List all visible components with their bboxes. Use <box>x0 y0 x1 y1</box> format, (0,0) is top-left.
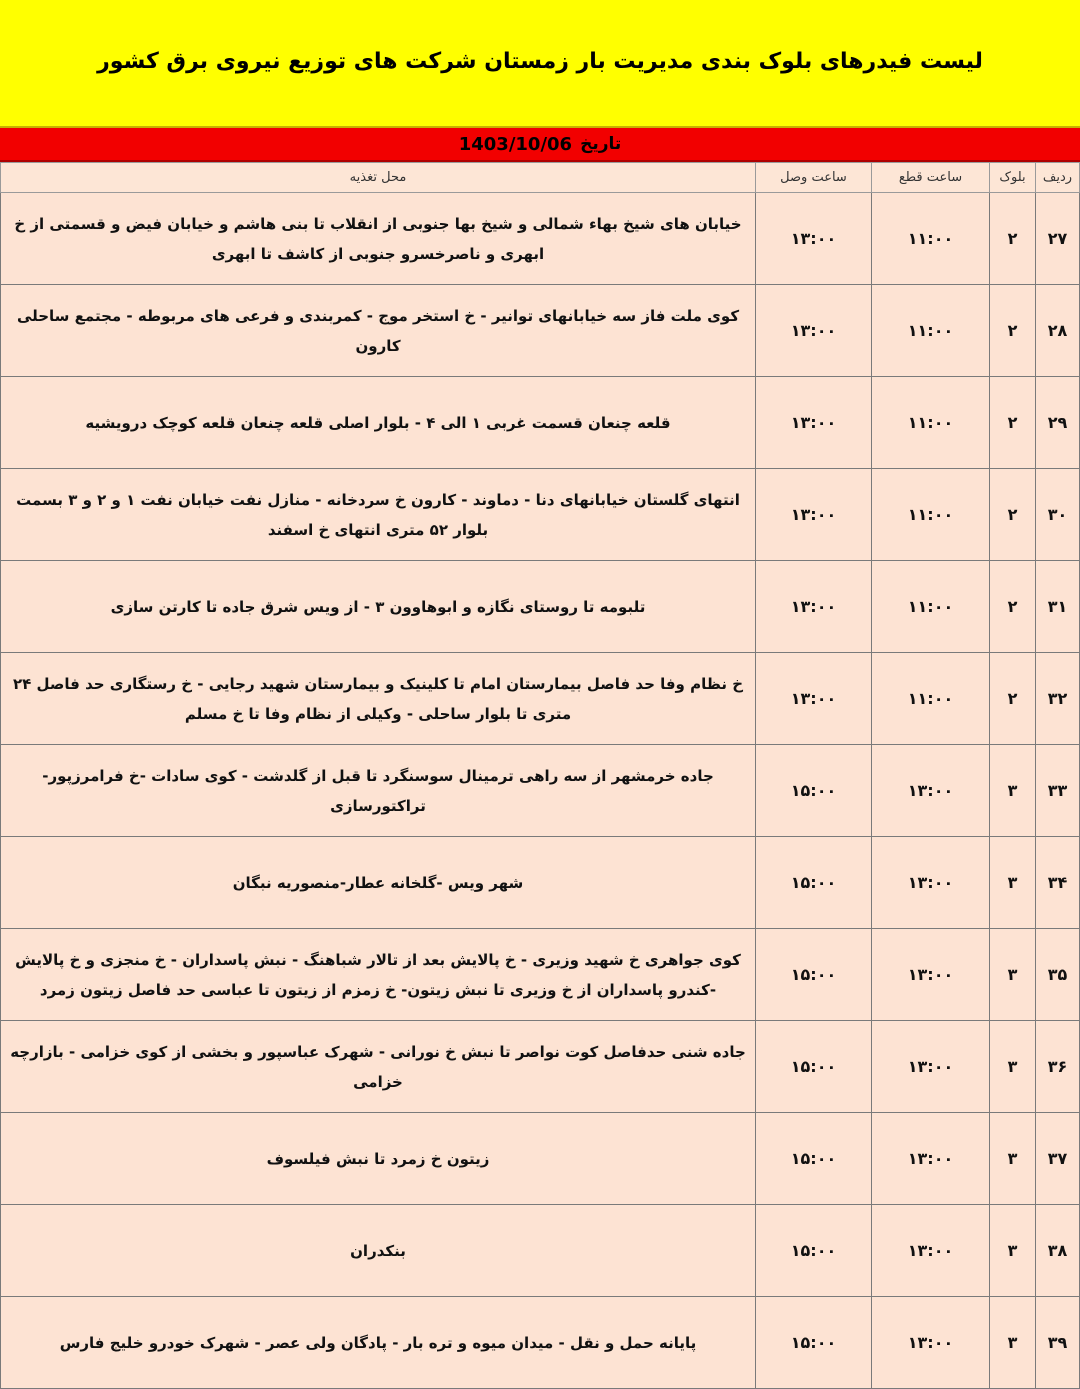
row-number-cell: ۲۹ <box>1036 377 1080 469</box>
location-cell: جاده خرمشهر از سه راهی ترمینال سوسنگرد تا قبل از گلدشت - کوی سادات -خ فرامرزپور-تراکتورسازی <box>1 745 756 837</box>
table-row <box>1 929 1080 1021</box>
connect-time-cell: ۱۳:۰۰ <box>756 377 872 469</box>
row-number-cell: ۳۶ <box>1036 1021 1080 1113</box>
cut-time-cell: ۱۱:۰۰ <box>872 561 990 653</box>
date-value: 1403/10/06 <box>458 133 573 155</box>
block-cell: ۲ <box>990 469 1036 561</box>
block-cell: ۳ <box>990 745 1036 837</box>
location-cell: خیابان های شیخ بهاء شمالی و شیخ بها جنوبی از انقلاب تا بنی هاشم و خیابان فیض و قسمتی از خ ابهری و ناصرخسرو جنوبی از کاشف تا ابهری <box>1 193 756 285</box>
cut-time-cell: ۱۱:۰۰ <box>872 469 990 561</box>
location-cell: انتهای گلستان خیابانهای دنا - دماوند - کارون خ سردخانه - منازل نفت خیابان نفت ۱ و ۲ و ۳ بسمت بلوار ۵۲ متری انتهای خ اسفند <box>1 469 756 561</box>
location-cell: پایانه حمل و نقل - میدان میوه و تره بار - پادگان ولی عصر - شهرک خودرو خلیج فارس <box>1 1297 756 1389</box>
row-number-cell: ۳۲ <box>1036 653 1080 745</box>
block-cell: ۲ <box>990 193 1036 285</box>
table-row <box>1 285 1080 377</box>
header-connect-time: ساعت وصل <box>756 163 872 193</box>
table-body <box>1 193 1080 1389</box>
block-cell: ۲ <box>990 653 1036 745</box>
row-number-cell: ۳۴ <box>1036 837 1080 929</box>
location-cell: قلعه چنعان قسمت غربی ۱ الی ۴ - بلوار اصلی قلعه چنعان قلعه کوچک درویشیه <box>1 377 756 469</box>
connect-time-cell: ۱۳:۰۰ <box>756 285 872 377</box>
row-number-cell: ۲۷ <box>1036 193 1080 285</box>
connect-time-cell: ۱۵:۰۰ <box>756 837 872 929</box>
table-row <box>1 469 1080 561</box>
connect-time-cell: ۱۵:۰۰ <box>756 929 872 1021</box>
location-cell: زیتون خ زمرد تا نبش فیلسوف <box>1 1113 756 1205</box>
feeders-table <box>0 162 1080 1389</box>
row-number-cell: ۳۸ <box>1036 1205 1080 1297</box>
connect-time-cell: ۱۵:۰۰ <box>756 1205 872 1297</box>
cut-time-cell: ۱۱:۰۰ <box>872 653 990 745</box>
location-cell: کوی جواهری خ شهید وزیری - خ پالایش بعد از تالار شباهنگ - نبش پاسداران - خ منجزی و خ پالایش -کندرو پاسداران از خ وزیری تا نبش زیتون- خ زمزم از زیتون تا عباسی حد فاصل زیتون زمرد <box>1 929 756 1021</box>
table-row <box>1 1113 1080 1205</box>
block-cell: ۲ <box>990 561 1036 653</box>
row-number-cell: ۳۱ <box>1036 561 1080 653</box>
block-cell: ۳ <box>990 1205 1036 1297</box>
block-cell: ۳ <box>990 837 1036 929</box>
location-cell: کوی ملت فاز سه خیابانهای توانیر - خ استخر موج - کمربندی و فرعی های مربوطه - مجتمع ساحلی کارون <box>1 285 756 377</box>
block-cell: ۲ <box>990 285 1036 377</box>
date-banner <box>0 128 1080 162</box>
cut-time-cell: ۱۳:۰۰ <box>872 929 990 1021</box>
location-cell: تلبومه تا روستای نگازه و ابوهاوون ۳ - از ویس شرق جاده تا کارتن سازی <box>1 561 756 653</box>
header-block: بلوک <box>990 163 1036 193</box>
connect-time-cell: ۱۳:۰۰ <box>756 561 872 653</box>
cut-time-cell: ۱۳:۰۰ <box>872 1297 990 1389</box>
table-row <box>1 653 1080 745</box>
block-cell: ۳ <box>990 1021 1036 1113</box>
table-row <box>1 837 1080 929</box>
row-number-cell: ۳۵ <box>1036 929 1080 1021</box>
table-row <box>1 193 1080 285</box>
row-number-cell: ۲۸ <box>1036 285 1080 377</box>
table-row <box>1 1297 1080 1389</box>
block-cell: ۳ <box>990 929 1036 1021</box>
table-header-row <box>1 163 1080 193</box>
header-location: محل تغذیه <box>1 163 756 193</box>
cut-time-cell: ۱۳:۰۰ <box>872 837 990 929</box>
table-row <box>1 1205 1080 1297</box>
cut-time-cell: ۱۱:۰۰ <box>872 377 990 469</box>
block-cell: ۲ <box>990 377 1036 469</box>
connect-time-cell: ۱۵:۰۰ <box>756 1021 872 1113</box>
location-cell: شهر ویس -گلخانه عطار-منصوریه نبگان <box>1 837 756 929</box>
cut-time-cell: ۱۱:۰۰ <box>872 193 990 285</box>
cut-time-cell: ۱۱:۰۰ <box>872 285 990 377</box>
location-cell: جاده شنی حدفاصل کوت نواصر تا نبش خ نورانی - شهرک عباسپور و بخشی از کوی خزامی - بازارچه خزامی <box>1 1021 756 1113</box>
header-row-number: ردیف <box>1036 163 1080 193</box>
cut-time-cell: ۱۳:۰۰ <box>872 1205 990 1297</box>
connect-time-cell: ۱۳:۰۰ <box>756 469 872 561</box>
connect-time-cell: ۱۵:۰۰ <box>756 745 872 837</box>
title-banner <box>0 0 1080 128</box>
row-number-cell: ۳۳ <box>1036 745 1080 837</box>
cut-time-cell: ۱۳:۰۰ <box>872 745 990 837</box>
table-row <box>1 377 1080 469</box>
block-cell: ۳ <box>990 1113 1036 1205</box>
row-number-cell: ۳۷ <box>1036 1113 1080 1205</box>
location-cell: خ نظام وفا حد فاصل بیمارستان امام تا کلینیک و بیمارستان شهید رجایی - خ رستگاری حد فاصل ۲۴ متری تا بلوار ساحلی - وکیلی از نظام وفا تا خ مسلم <box>1 653 756 745</box>
date-label: تاریخ <box>580 134 622 154</box>
location-cell: بنکدران <box>1 1205 756 1297</box>
header-cut-time: ساعت قطع <box>872 163 990 193</box>
table-row <box>1 1021 1080 1113</box>
cut-time-cell: ۱۳:۰۰ <box>872 1113 990 1205</box>
connect-time-cell: ۱۵:۰۰ <box>756 1297 872 1389</box>
table-row <box>1 745 1080 837</box>
connect-time-cell: ۱۳:۰۰ <box>756 193 872 285</box>
table-row <box>1 561 1080 653</box>
block-cell: ۳ <box>990 1297 1036 1389</box>
row-number-cell: ۳۹ <box>1036 1297 1080 1389</box>
cut-time-cell: ۱۳:۰۰ <box>872 1021 990 1113</box>
page-title: لیست فیدرهای بلوک بندی مدیریت بار زمستان شرکت های توزیع نیروی برق کشور <box>97 48 983 74</box>
connect-time-cell: ۱۵:۰۰ <box>756 1113 872 1205</box>
connect-time-cell: ۱۳:۰۰ <box>756 653 872 745</box>
row-number-cell: ۳۰ <box>1036 469 1080 561</box>
